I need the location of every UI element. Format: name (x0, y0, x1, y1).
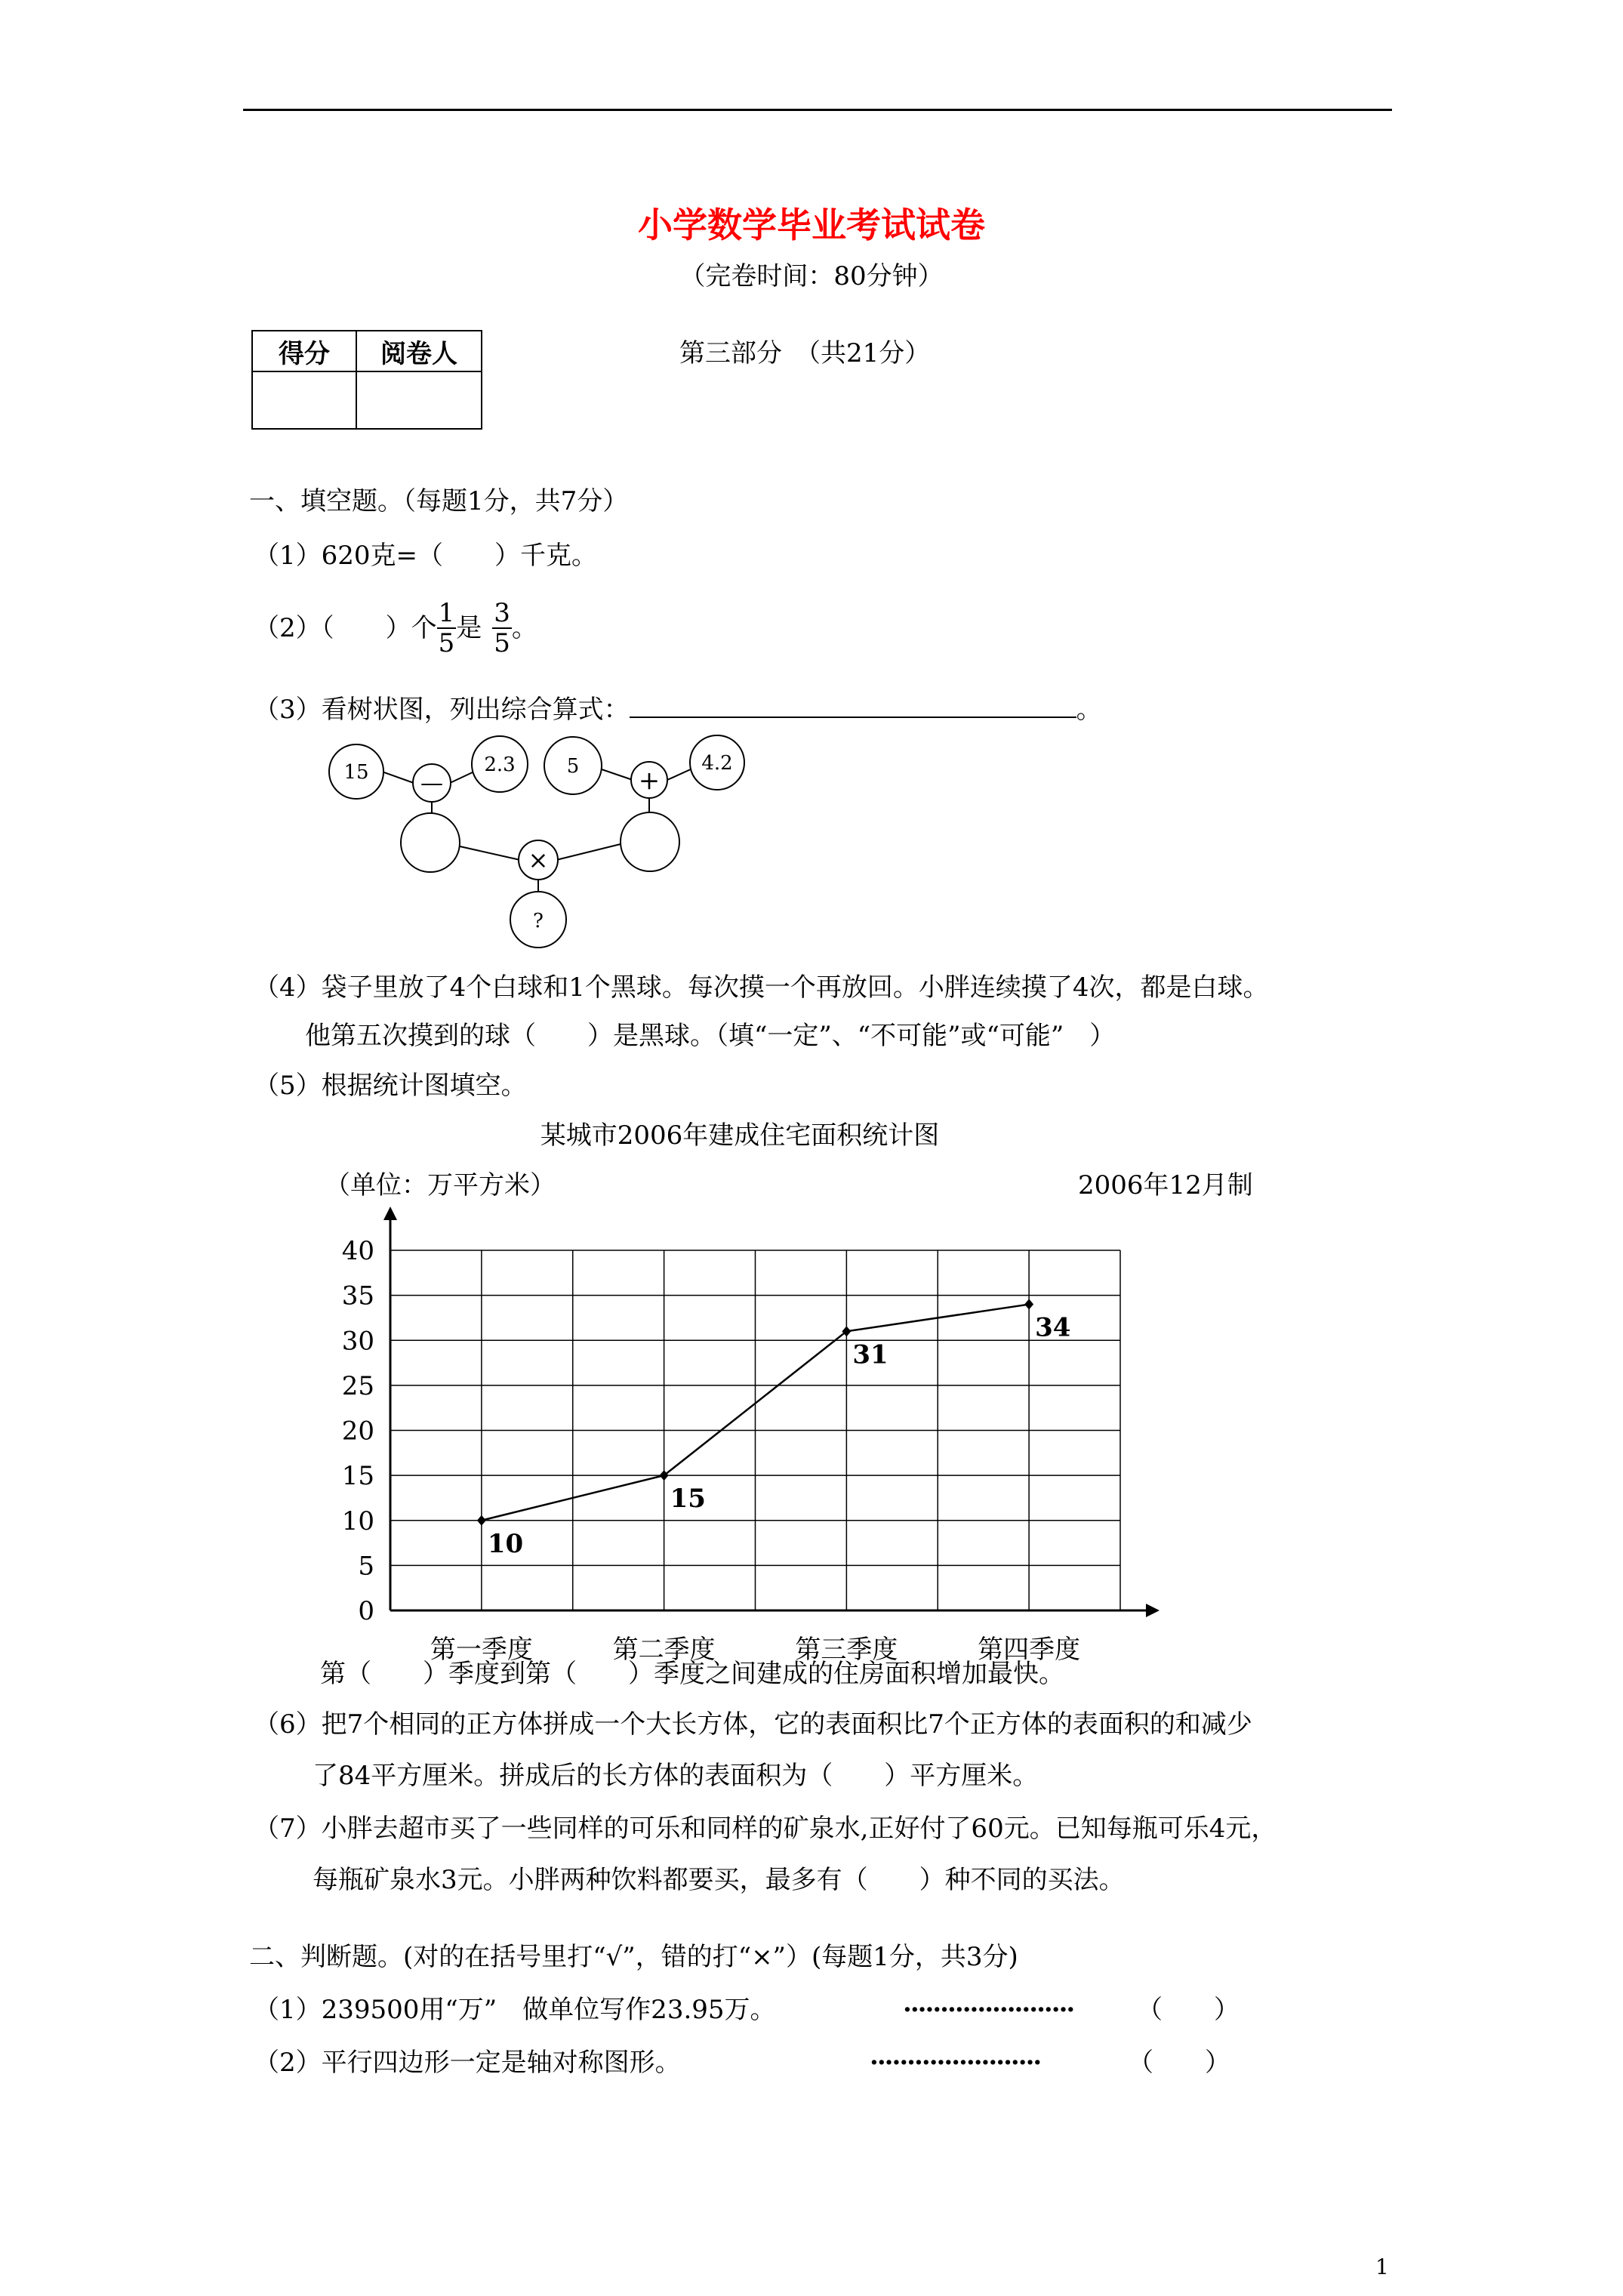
tree-label-15: 15 (343, 761, 369, 784)
y-tick-label: 5 (358, 1551, 374, 1582)
tree-label-2-3: 2.3 (484, 754, 516, 776)
q2-mid: 是 (456, 613, 482, 643)
tree-label-times: × (528, 846, 549, 874)
tree-node-blank-right[interactable] (621, 812, 679, 871)
chart-y-ticks (342, 1236, 374, 1626)
question-6-line1: （6）把7个相同的正方体拼成一个大长方体，它的表面积比7个正方体的表面积的和减少 (254, 1709, 1252, 1740)
frac2-numerator: 3 (494, 598, 510, 628)
x-tick-label: 第一季度 (430, 1635, 533, 1665)
data-label: 34 (1035, 1312, 1071, 1343)
question-2 (254, 592, 537, 664)
question-5-answer: 第（ ）季度到第（ ）季度之间建成的住房面积增加最快。 (320, 1659, 1064, 1689)
question-3 (254, 693, 1102, 726)
grader-cell[interactable] (356, 371, 482, 429)
question-4-line1: （4）袋子里放了4个白球和1个黑球。每次摸一个再放回。小胖连续摸了4次，都是白球。 (254, 972, 1269, 1003)
y-tick-label: 0 (358, 1596, 374, 1626)
judge-item-1-text: （1）239500用“万” 做单位写作23.95万。 (254, 1995, 776, 2025)
y-tick-label: 25 (341, 1370, 374, 1401)
y-tick-label: 30 (341, 1326, 374, 1357)
chart-unit-label: （单位：万平方米） (325, 1170, 556, 1200)
score-header: 得分 (252, 331, 356, 371)
chart-title: 某城市2006年建成住宅面积统计图 (540, 1120, 940, 1151)
data-label: 15 (670, 1484, 706, 1515)
y-tick-label: 10 (341, 1505, 374, 1536)
judge-item-2-bracket[interactable]: （ ） (1128, 2048, 1230, 2078)
part-heading: 第三部分 （共21分） (679, 338, 931, 368)
judge-item-2-text: （2）平行四边形一定是轴对称图形。 (254, 2048, 681, 2078)
question-7-line2: 每瓶矿泉水3元。小胖两种饮料都要买，最多有（ ）种不同的买法。 (313, 1865, 1125, 1895)
y-axis-arrow (383, 1207, 397, 1220)
judge-item-2-dots: ······················· (870, 2048, 1041, 2078)
q3-answer-line[interactable] (630, 717, 1076, 718)
section1-heading: 一、填空题。（每题1分，共7分） (249, 486, 629, 516)
tree-label-4-2: 4.2 (701, 752, 733, 775)
q3-end: 。 (1076, 695, 1102, 725)
exam-title: 小学数学毕业考试试卷 (638, 205, 985, 245)
y-tick-label: 40 (341, 1236, 374, 1266)
data-point (1024, 1299, 1033, 1310)
tree-label-plus: + (638, 766, 661, 796)
data-label: 31 (852, 1339, 888, 1370)
question-1: （1）620克=（ ）千克。 (254, 541, 598, 571)
x-tick-label: 第四季度 (978, 1635, 1081, 1665)
score-cell[interactable] (252, 371, 356, 429)
frac2-denominator: 5 (494, 628, 510, 658)
chart-date-label: 2006年12月制 (1078, 1170, 1253, 1200)
question-6-line2: 了84平方厘米。拼成后的长方体的表面积为（ ）平方厘米。 (313, 1761, 1039, 1791)
x-axis-arrow (1146, 1604, 1160, 1617)
score-table (251, 330, 482, 430)
y-tick-label: 35 (341, 1281, 374, 1311)
y-tick-label: 20 (341, 1416, 374, 1447)
tree-label-5: 5 (566, 755, 580, 778)
judge-item-1-bracket[interactable]: （ ） (1137, 1995, 1240, 2025)
q3-label: （3）看树状图，列出综合算式： (254, 695, 630, 725)
header-rule (243, 109, 1392, 111)
data-label: 10 (487, 1528, 524, 1559)
page-number: 1 (1375, 2254, 1389, 2279)
data-point (477, 1515, 486, 1526)
q2-prefix: （2）（ ）个 (254, 613, 437, 643)
tree-label-question: ? (533, 910, 544, 932)
x-tick-label: 第三季度 (795, 1635, 898, 1665)
y-tick-label: 15 (341, 1461, 374, 1492)
tree-diagram (325, 725, 762, 951)
fraction-one-fifth (437, 599, 457, 658)
question-4-line2: 他第五次摸到的球（ ）是黑球。（填“一定”、“不可能”或“可能” ） (305, 1021, 1116, 1051)
q2-suffix: 。 (511, 613, 537, 643)
grader-header: 阅卷人 (356, 331, 482, 371)
tree-node-blank-left[interactable] (401, 813, 460, 872)
question-7-line1: （7）小胖去超市买了一些同样的可乐和同样的矿泉水,正好付了60元。已知每瓶可乐4元， (254, 1814, 1277, 1844)
fraction-three-fifths (492, 599, 512, 658)
frac1-numerator: 1 (438, 598, 455, 628)
tree-label-minus: — (420, 770, 443, 797)
section2-heading: 二、判断题。(对的在括号里打“√”，错的打“×”）(每题1分，共3分) (249, 1942, 1018, 1972)
question-5: （5）根据统计图填空。 (254, 1071, 527, 1101)
line-chart (302, 1200, 1178, 1669)
frac1-denominator: 5 (438, 628, 455, 658)
x-tick-label: 第二季度 (612, 1635, 716, 1665)
judge-item-1-dots: ······················· (903, 1995, 1074, 2025)
exam-time: （完卷时间：80分钟） (679, 261, 944, 291)
